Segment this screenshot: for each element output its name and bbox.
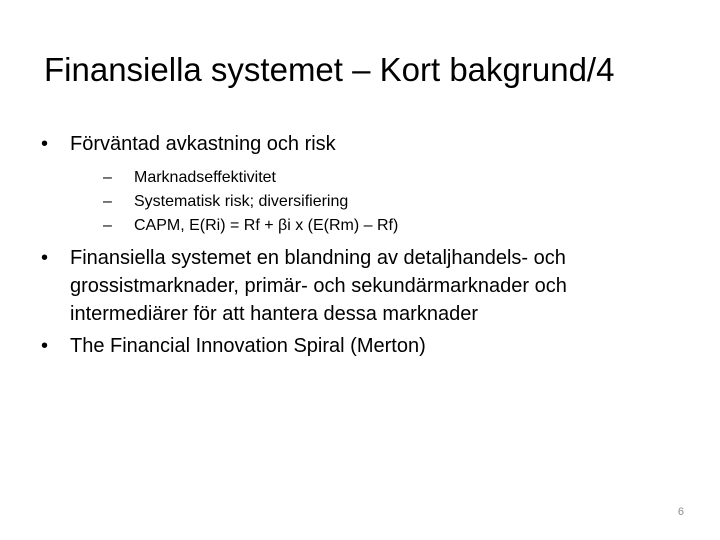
sub-bullet-text: Marknadseffektivitet xyxy=(134,169,276,186)
bullet-icon: • xyxy=(41,247,49,269)
page-number: 6 xyxy=(677,506,684,518)
sub-bullet-item-capm xyxy=(100,214,678,238)
dash-icon: – xyxy=(103,193,112,210)
bullet-item-expected-return xyxy=(38,130,678,238)
bullet-text: Finansiella systemet en blandning av detaljhandels- och grossistmarknader, primär- och sekundärmarknader och intermediärer för att hantera dessa marknader xyxy=(70,247,567,325)
bullet-text: Förväntad avkastning och risk xyxy=(70,133,336,155)
sub-bullet-list xyxy=(70,166,678,238)
dash-icon: – xyxy=(103,169,112,186)
dash-icon: – xyxy=(103,217,112,234)
bullet-item-innovation-spiral xyxy=(38,332,678,360)
sub-bullet-item-market-efficiency xyxy=(100,166,678,190)
slide-title: Finansiella systemet – Kort bakgrund/4 xyxy=(44,51,615,88)
bullet-icon: • xyxy=(41,335,49,357)
bullet-item-financial-system-mix xyxy=(38,244,678,328)
slide-content xyxy=(38,126,678,360)
sub-bullet-text: Systematisk risk; diversifiering xyxy=(134,193,349,210)
bullet-text: The Financial Innovation Spiral (Merton) xyxy=(70,335,426,357)
sub-bullet-text: CAPM, E(Ri) = Rf + βi x (E(Rm) – Rf) xyxy=(134,217,399,234)
sub-bullet-item-systematic-risk xyxy=(100,190,678,214)
bullet-list xyxy=(38,130,678,360)
bullet-icon: • xyxy=(41,133,49,155)
